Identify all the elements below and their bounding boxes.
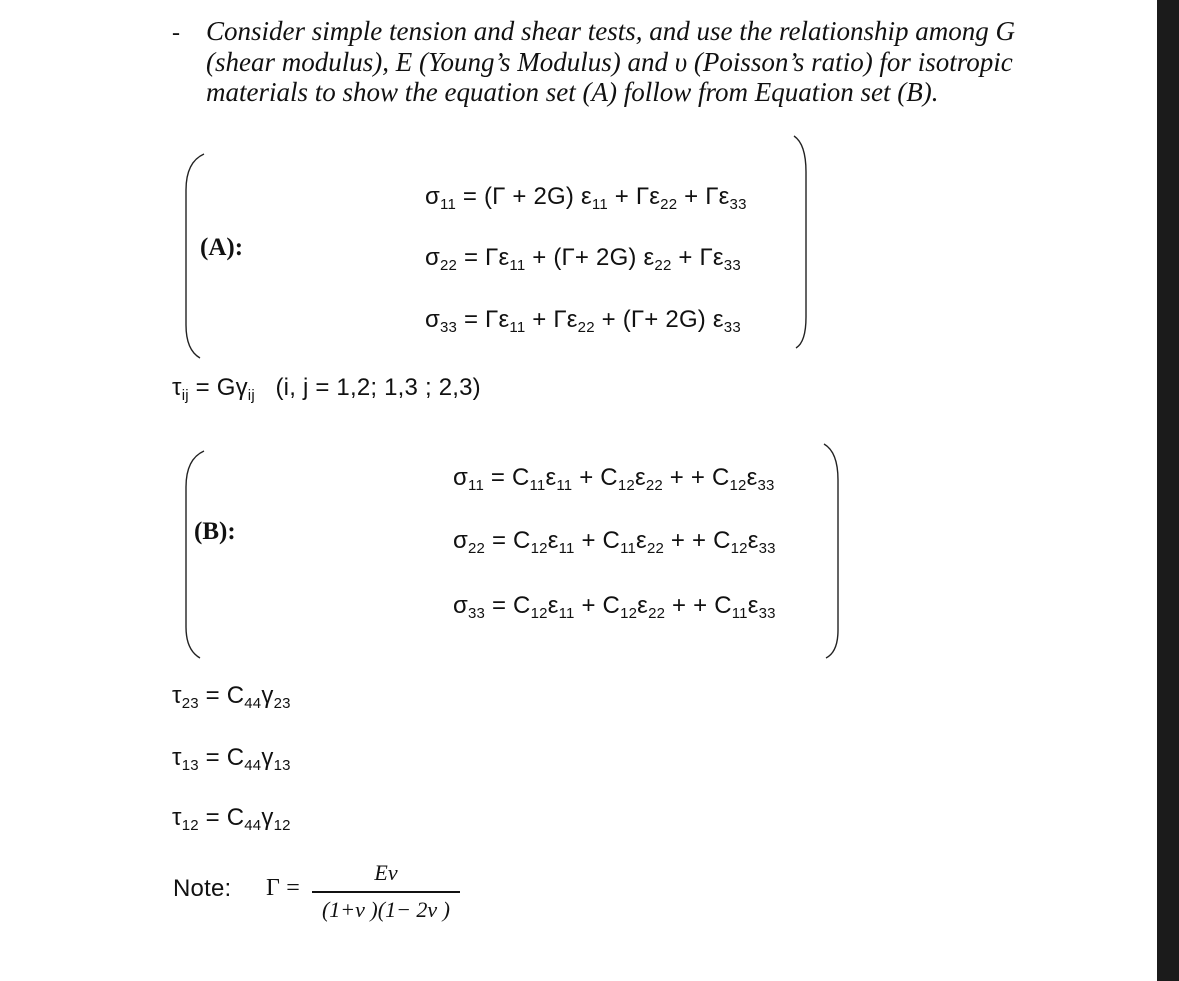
equation-a1: $\sigma_{11} = (\Gamma + 2G) \varepsilon_{11} + \Gamma\varepsilon_{22} + \Gamma\varepsilon_{33}$	[425, 183, 747, 213]
note-denominator: (1+v )(1− 2v )	[321, 897, 451, 922]
equation-b3: $\sigma_{33} = C_{12}\varepsilon_{11} + C_{12}\varepsilon_{22}$ + + $C_{11}\varepsilon_{33}$	[453, 592, 776, 622]
note-lhs: Γ =	[266, 875, 301, 901]
right-bracket-b	[818, 440, 848, 662]
equation-a3: $\sigma_{33} = \Gamma\varepsilon_{11} + \Gamma\varepsilon_{22} + (\Gamma+ 2G)$ $\varepsilon_{33}$	[425, 306, 741, 336]
fraction-bar	[312, 891, 460, 893]
left-bracket-b	[180, 447, 210, 662]
right-bracket-a	[788, 132, 818, 352]
equation-tau13: $\tau_{13} = C_{44}\gamma_{13}$	[172, 744, 291, 774]
set-b-label: (B):	[194, 518, 236, 545]
equation-tau23: $\tau_{23} = C_{44}\gamma_{23}$	[172, 682, 291, 712]
dark-margin	[1157, 0, 1179, 981]
bullet-dash: -	[172, 20, 180, 46]
equation-tau12: $\tau_{12} = C_{44}\gamma_{12}$	[172, 804, 291, 834]
equation-b1: $\sigma_{11} = C_{11}\varepsilon_{11} + C_{12}\varepsilon_{22}$ + + $C_{12}\varepsilon_{33}$	[453, 464, 775, 494]
set-a-label: (A):	[200, 234, 244, 261]
note-numerator: Ev	[374, 860, 398, 885]
note-label: Note:	[173, 875, 232, 902]
equation-a2: $\sigma_{22} = \Gamma\varepsilon_{11} + (\Gamma+ 2G) \varepsilon_{22} + \Gamma\varepsilon_{33}$	[425, 244, 741, 274]
equation-b2: $\sigma_{22} = C_{12}\varepsilon_{11} + C_{11}\varepsilon_{22}$ + + $C_{12}\varepsilon_{33}$	[453, 527, 776, 557]
problem-statement: Consider simple tension and shear tests, and use the relationship among G (shear modulus), E (Young’s Modulus) and υ (Poisson’s ratio) for isotropic materials to show the equation set (A) follow from Equation set (B).	[206, 16, 1015, 107]
equation-a-shear: $\tau_{ij} = G\gamma_{ij}$ (i, j = 1,2; 1,3 ; 2,3)	[172, 374, 481, 404]
